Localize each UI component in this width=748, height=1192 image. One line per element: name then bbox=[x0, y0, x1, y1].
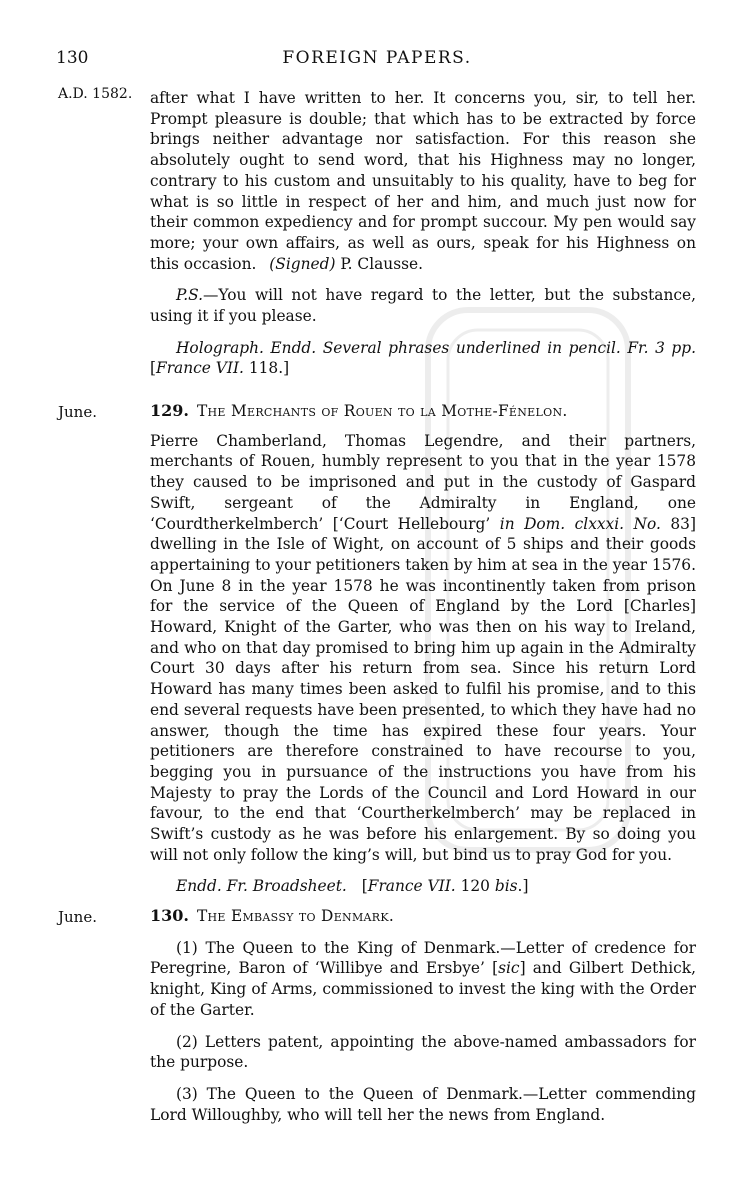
running-title: FOREIGN PAPERS. bbox=[282, 48, 472, 68]
entry-129-ref-series: France VII. bbox=[367, 877, 456, 896]
archival-ref-open: [ bbox=[150, 359, 157, 378]
entry-129-body-part2: 83] dwelling in the Isle of Wight, on account of 5 ships and their goods appertaining to your petitioners taken by him at sea in the year 1576. On June 8 in the year 1578 he was incontinently taken from prison for the service of the Queen of England by the Lord [Charles] Howard, Knight of the Garter, who was then on his way to Ireland, and who on that day promised to bring him up again in the Admiralty Court 30 days after his return from sea. Since his return Lord Howard has many times been asked to fulfil his promise, and to this end several requests have been presented, to which they have had no answer, though the time has expired these four years. Your petitioners are therefore constrained to have recourse to you, begging you in pursuance of the instructions you have from his Majesty to pray the Lords of the Council and Lord Howard in our favour, to the end that ‘Courtherkelmberch’ may be replaced in Swift’s custody as he was before his enlargement. By so doing you will not only follow the king’s will, but bind us to pray God for you. bbox=[150, 514, 696, 864]
postscript bbox=[150, 285, 696, 326]
postscript-label: P.S. bbox=[176, 286, 204, 305]
entry-130-title: The Embassy to Denmark. bbox=[196, 907, 395, 925]
letter-body bbox=[150, 88, 696, 274]
entry-130-item-3: (3) The Queen to the Queen of Denmark.—Letter commending Lord Willoughby, who will tell her the news from England. bbox=[150, 1084, 696, 1124]
signed-name: P. Clausse. bbox=[340, 254, 424, 273]
entry-129-body-part1: Pierre Chamberland, Thomas Legendre, and their partners, merchants of Rouen, humbly represent to you that in the year 1578 they caused to be imprisoned and put in the custody of Gaspard Swift, sergeant of the Admiralty in England, one ‘Courdtherkelmberch’ [‘Court Hellebourg’ bbox=[150, 431, 696, 533]
letter-body-text: after what I have written to her. It concerns you, sir, to tell her. Prompt pleasure is double; that which has to be extracted by force brings neither advantage nor satisfaction. For this reason she absolutely ought to send word, that his Highness may no longer, contrary to his custom and unsuitably to his quality, have to beg for what is so little in respect of her and him, and much just now for their common expediency and for prompt succour. My pen would say more; your own affairs, as well as ours, speak for his Highness on this occasion. bbox=[150, 89, 696, 273]
signed-label: (Signed) bbox=[269, 254, 336, 273]
entry-129-body bbox=[150, 431, 696, 866]
entry-129-title: The Merchants of Rouen to la Mothe-Fénelon. bbox=[196, 402, 568, 420]
archival-note-text: Holograph. Endd. Several phrases underlined in pencil. Fr. 3 pp. bbox=[176, 338, 696, 357]
entry-130 bbox=[150, 906, 696, 1125]
entry-130-heading bbox=[150, 906, 696, 927]
entry-129-note-text: Endd. Fr. Broadsheet. bbox=[176, 877, 347, 896]
entry-129-ref-bis: bis bbox=[494, 877, 518, 896]
entry-129-note bbox=[150, 876, 696, 897]
entry-130-item-1-rest: ] and Gilbert Dethick, knight, King of Arms, commissioned to invest the king with the Order of the Garter. bbox=[150, 959, 696, 1019]
margin-year: A.D. 1582. bbox=[58, 86, 133, 102]
entry-129-heading bbox=[150, 401, 696, 422]
entry-129-ref-open: [ bbox=[361, 877, 368, 896]
archival-note bbox=[150, 338, 696, 379]
page-header bbox=[56, 48, 698, 72]
margin-date-130: June. bbox=[58, 908, 97, 926]
page-number: 130 bbox=[56, 48, 89, 68]
archival-ref-number: 118.] bbox=[243, 359, 290, 378]
entry-129 bbox=[150, 401, 696, 897]
postscript-text: —You will not have regard to the letter, but the substance, using it if you please. bbox=[150, 286, 696, 326]
entry-130-number: 130. bbox=[150, 906, 189, 925]
entry-128-continued bbox=[150, 88, 696, 379]
entry-130-item-1 bbox=[150, 938, 696, 1021]
entry-129-body-italic: in Dom. clxxxi. No. bbox=[499, 514, 661, 533]
entry-129-ref-close: .] bbox=[517, 877, 529, 896]
archival-ref-series: France VII. bbox=[156, 359, 244, 378]
entry-130-item-1-sic: sic bbox=[498, 959, 520, 978]
margin-date-129: June. bbox=[58, 403, 97, 421]
entry-129-ref-number: 120 bbox=[455, 877, 495, 896]
entry-129-number: 129. bbox=[150, 401, 189, 420]
entry-130-item-2: (2) Letters patent, appointing the above-named ambassadors for the purpose. bbox=[150, 1032, 696, 1072]
entry-130-item-1-text: (1) The Queen to the King of Denmark.—Letter of credence for Peregrine, Baron of ‘Willibye and Ersbye’ [ bbox=[150, 938, 696, 978]
